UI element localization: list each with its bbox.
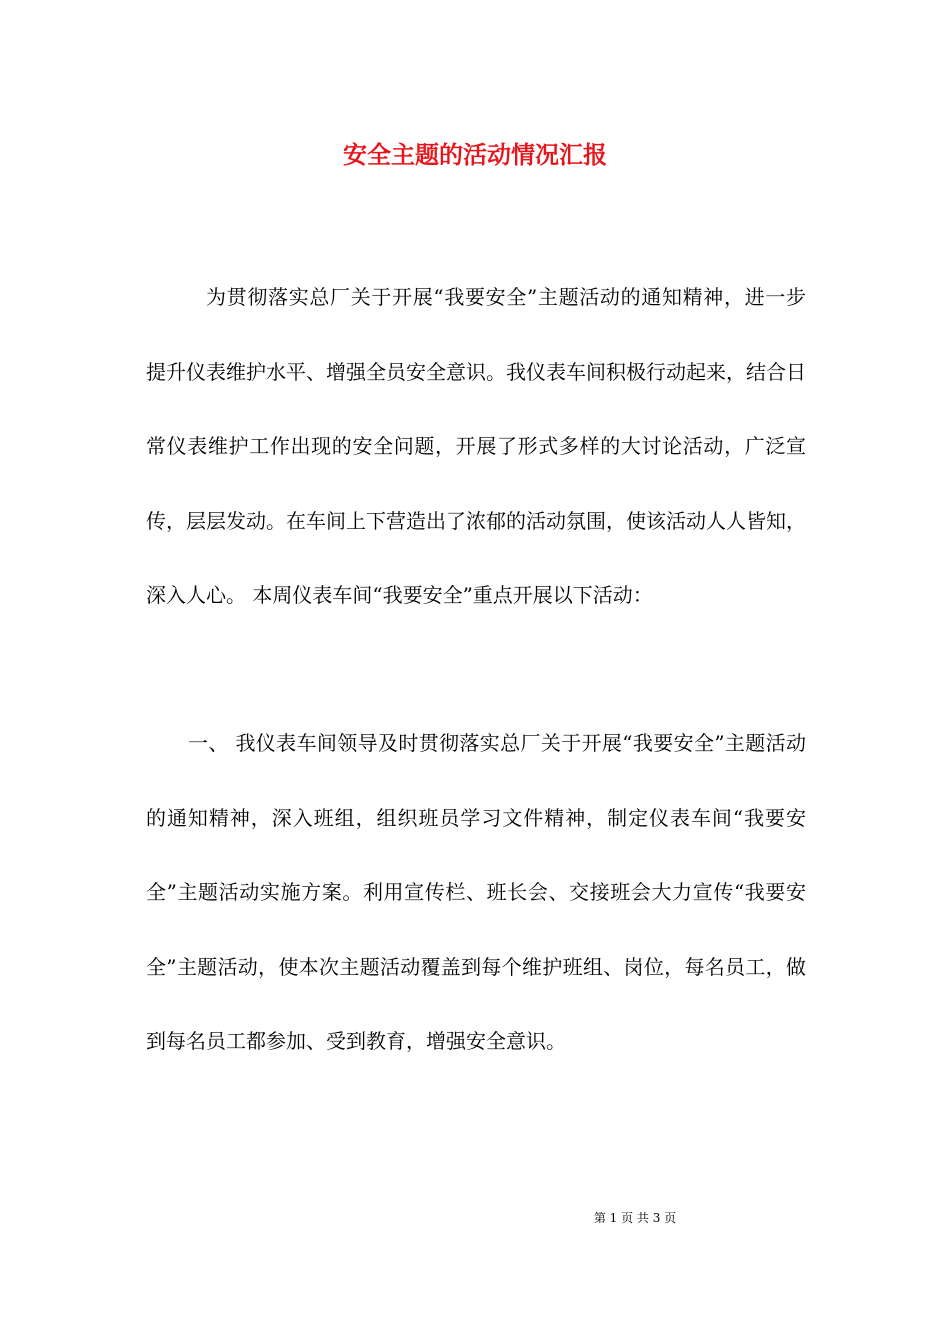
page-number-footer: 第 1 页 共 3 页 [593, 1211, 677, 1225]
body-paragraph-intro: 为贯彻落实总厂关于开展“我要安全”主题活动的通知精神，进一步提升仪表维护水平、增强全员安全意识。我仪表车间积极行动起来，结合日常仪表维护工作出现的安全问题，开展了形式多样的大讨论活动，广泛宣传，层层发动。在车间上下营造出了浓郁的活动氛围，使该活动人人皆知，深入人心。 本周仪表车间“我要安全”重点开展以下活动： [146, 285, 806, 607]
document-title: 安全主题的活动情况汇报 [343, 140, 607, 169]
body-paragraph-item-one: 一、 我仪表车间领导及时贯彻落实总厂关于开展“我要安全”主题活动的通知精神，深入班组，组织班员学习文件精神，制定仪表车间“我要安全”主题活动实施方案。利用宣传栏、班长会、交接班会大力宣传“我要安全”主题活动，使本次主题活动覆盖到每个维护班组、岗位，每名员工，做到每名员工都参加、受到教育，增强安全意识。 [146, 731, 806, 1053]
